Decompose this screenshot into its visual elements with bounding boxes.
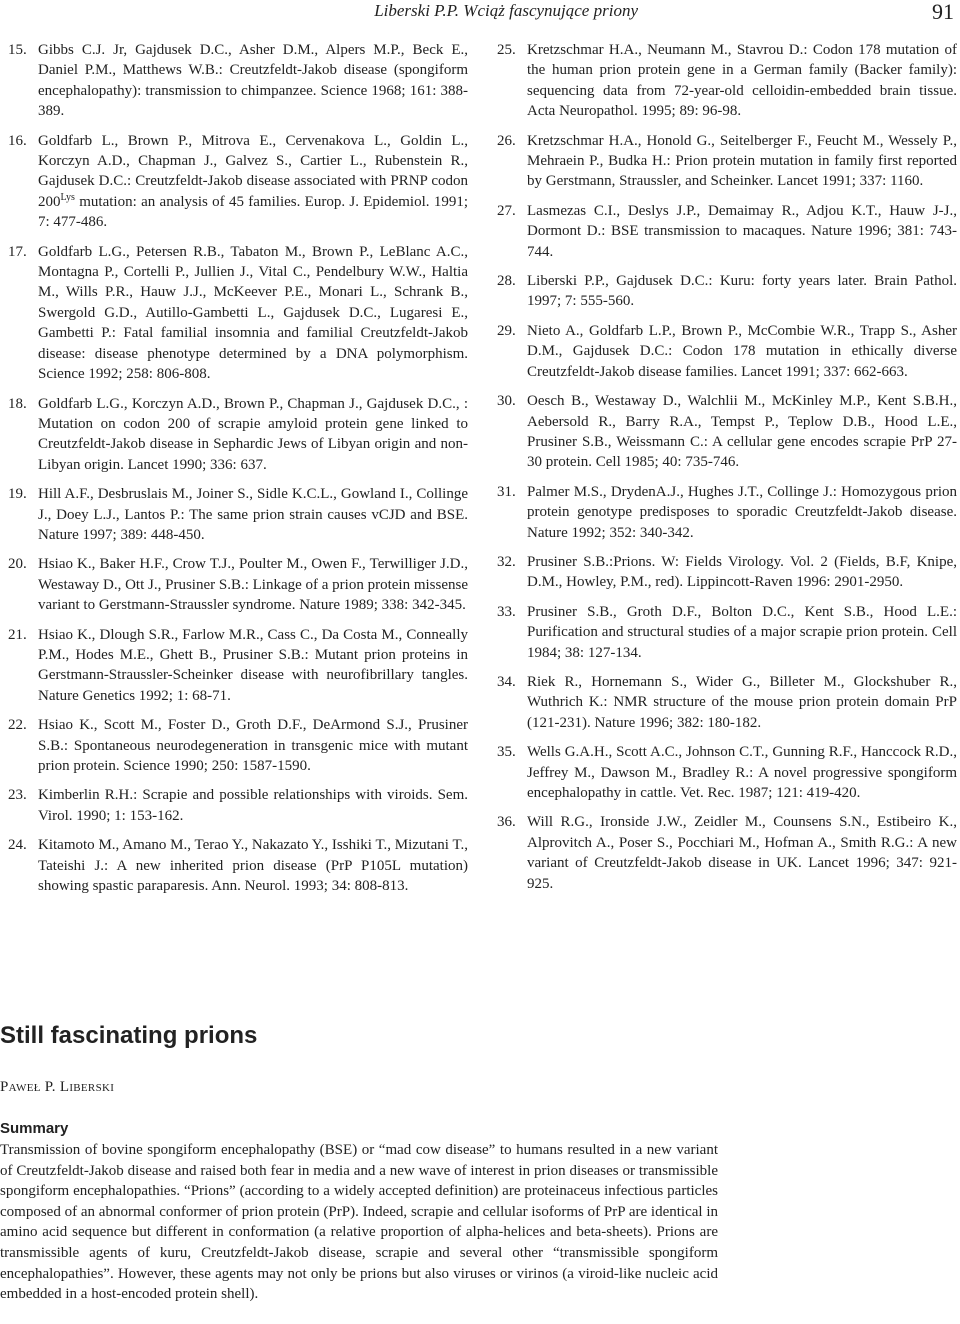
reference-number: 28. <box>497 273 516 290</box>
english-abstract-section <box>0 1022 960 1320</box>
reference-text: Gibbs C.J. Jr, Gajdusek D.C., Asher D.M., Alpers M.P., Beck E., Daniel P.M., Matthews W.B.: Creutzfeldt-Jakob disease (spongiform encephalopathy): transmission to chimpanzee. Science 1968; 161: 388-389. <box>38 42 468 120</box>
article-author: Paweł P. Liberski <box>0 1079 115 1095</box>
reference-number: 15. <box>8 42 27 58</box>
reference-item <box>497 321 957 382</box>
reference-number: 34. <box>497 673 516 690</box>
reference-item <box>497 552 957 593</box>
reference-text: Kitamoto M., Amano M., Terao Y., Nakazato Y., Isshiki T., Mizutani T., Tateishi J.: A new inherited prion disease (PrP P105L mutation) showing spastic paraparesis. Ann. Neurol. 1993; 34: 808-813. <box>38 837 468 895</box>
reference-number: 31. <box>497 483 516 500</box>
reference-text: Oesch B., Westaway D., Walchlii M., McKinley M.P., Kent S.B.H., Aebersold R., Barry R.A., Tempst P., Teplow D.B., Hood L.E., Prusiner S.B., Weissmann C.: A cellular gene encodes scrapie PrP 27-30 protein. Cell 1985; 40: 735-746. <box>527 393 957 471</box>
reference-text-continued: mutation: an analysis of 45 families. Europ. J. Epidemiol. 1991; 7: 477-486. <box>38 193 468 231</box>
reference-item <box>497 131 957 192</box>
reference-item <box>8 625 468 707</box>
reference-number: 18. <box>8 395 27 412</box>
reference-number: 29. <box>497 322 516 339</box>
reference-number: 21. <box>8 626 27 643</box>
reference-item <box>8 715 468 776</box>
reference-text: Kretzschmar H.A., Neumann M., Stavrou D.: Codon 178 mutation of the human prion protein gene in a German family (Backer family): sequencing data from 72-year-old celloidin-embedded brain tissue. Acta Neuropathol. 1995; 89: 96-98. <box>527 42 957 120</box>
reference-text: Prusiner S.B.:Prions. W: Fields Virology. Vol. 2 (Fields, B.F, Knipe, D.M., Howley, P.M., red). Lippincott-Raven 1996: 2901-2950. <box>527 553 957 591</box>
reference-text: Liberski P.P., Gajdusek D.C.: Kuru: forty years later. Brain Pathol. 1997; 7: 555-560. <box>527 273 957 310</box>
reference-text: Hsiao K., Dlough S.R., Farlow M.R., Cass C., Da Costa M., Conneally P.M., Hodes M.E., Ghett B., Prusiner S.B.: Mutant prion proteins in Gerstmann-Straussler-Scheinker disease with neurofibrillary tangles. Nature Genetics 1992; 1: 68-71. <box>38 626 468 704</box>
reference-number: 22. <box>8 717 27 734</box>
reference-number: 26. <box>497 132 516 149</box>
reference-text: Goldfarb L., Brown P., Mitrova E., Cervenakova L., Goldin L., Korczyn A.D., Chapman J., Galvez S., Cartier L., Rubenstein R., Gajdusek D.C.: Creutzfeldt-Jakob disease associated with PRNP codon 200 <box>38 132 468 210</box>
reference-item <box>497 40 957 122</box>
reference-text: Hsiao K., Scott M., Foster D., Groth D.F., DeArmond S.J., Prusiner S.B.: Spontaneous neurodegeneration in transgenic mice with mutant prion protein. Science 1990; 250: 1587-1590. <box>38 717 468 774</box>
reference-item <box>8 484 468 545</box>
reference-item <box>8 554 468 615</box>
reference-item <box>497 391 957 473</box>
reference-number: 24. <box>8 837 27 854</box>
reference-text: Goldfarb L.G., Petersen R.B., Tabaton M., Brown P., LeBlanc A.C., Montagna P., Cortelli P., Jullien J., Vital C., Pendelbury W.W., Haltia M., Wills P.R., Hauw J.J., McKeever P.E., Monari L., Schrank B., Swergold G.D., Autillo-Gambetti L., Gajdusek D.C., Lugaresi E., Gambetti P.: Fatal familial insomnia and familial Creutzfeldt-Jakob disease: disease phenotype determined by a DNA polymorphism. Science 1992; 258: 806-808. <box>38 243 468 383</box>
reference-text: Nieto A., Goldfarb L.P., Brown P., McCombie W.R., Trapp S., Asher D.M., Gajdusek D.C.: Codon 178 mutation in ethically diverse Creutzfeldt-Jakob disease families. Lancet 1991; 337: 662-663. <box>527 322 957 380</box>
reference-text: Prusiner S.B., Groth D.F., Bolton D.C., Kent S.B., Hood L.E.: Purification and structural studies of a major scrapie prion protein. Cell 1984; 38: 127-134. <box>527 603 957 661</box>
reference-number: 25. <box>497 42 516 58</box>
reference-item <box>8 785 468 826</box>
reference-text: Kretzschmar H.A., Honold G., Seitelberger F., Feucht M., Wessely P., Mehraein P., Budka H.: Prion protein mutation in family first reported by Gerstmann, Straussler, and Scheinker. Lancet 1991; 337: 1160. <box>527 132 957 190</box>
reference-item <box>497 271 957 312</box>
running-header <box>0 0 960 26</box>
reference-item <box>8 835 468 896</box>
reference-item <box>497 201 957 262</box>
reference-number: 23. <box>8 787 27 804</box>
reference-number: 20. <box>8 556 27 573</box>
reference-text: Hill A.F., Desbruslais M., Joiner S., Sidle K.C.L., Gowland I., Collinge J., Doey L.J., Lantos P.: The same prion strain causes vCJD and BSE. Nature 1997; 389: 448-450. <box>38 486 468 543</box>
reference-text: Wells G.A.H., Scott A.C., Johnson C.T., Gunning R.F., Hanccock R.D., Jeffrey M., Dawson M., Bradley R.: A novel progressive spongiform encephalopathy in cattle. Vet. Rec. 1987; 121: 419-420. <box>527 744 957 801</box>
reference-text: Lasmezas C.I., Deslys J.P., Demaimay R., Adjou K.T., Hauw J-J., Dormont D.: BSE transmission to macaques. Nature 1996; 381: 743-744. <box>527 202 957 260</box>
reference-item <box>497 742 957 803</box>
summary-heading: Summary <box>0 1120 69 1137</box>
reference-number: 16. <box>8 132 27 149</box>
reference-number: 19. <box>8 486 27 503</box>
references-right-column <box>497 40 957 903</box>
reference-item <box>8 394 468 476</box>
reference-text: Palmer M.S., DrydenA.J., Hughes J.T., Collinge J.: Homozygous prion protein genotype predisposes to sporadic Creutzfeldt-Jakob disease. Nature 1992; 352: 340-342. <box>527 483 957 541</box>
reference-text: Goldfarb L.G., Korczyn A.D., Brown P., Chapman J., Gajdusek D.C., : Mutation on codon 200 of scrapie amyloid protein gene linked to Creutzfeldt-Jakob disease in Sephardic Jews of Libyan origin and non-Libyan origin. Lancet 1990; 336: 637. <box>38 395 468 473</box>
reference-text: Riek R., Hornemann S., Wider G., Billeter M., Glockshuber R., Wuthrich K.: NMR structure of the mouse prion protein domain PrP (121-231). Nature 1996; 382: 180-182. <box>527 673 957 731</box>
reference-text: Hsiao K., Baker H.F., Crow T.J., Poulter M., Owen F., Terwilliger J.D., Westaway D., Ott J., Prusiner S.B.: Linkage of a prion protein missense variant to Gerstmann-Straussler syndrome. Nature 1989; 338: 342-345. <box>38 556 468 614</box>
article-title: Still fascinating prions <box>0 1022 258 1049</box>
reference-item <box>497 602 957 663</box>
reference-text: Kimberlin R.H.: Scrapie and possible relationships with viroids. Sem. Virol. 1990; 1: 153-162. <box>38 787 468 824</box>
reference-number: 27. <box>497 202 516 219</box>
reference-item <box>497 482 957 543</box>
page-number: 91 <box>932 0 954 24</box>
reference-number: 32. <box>497 553 516 570</box>
reference-number: 17. <box>8 243 27 260</box>
reference-item <box>8 40 468 122</box>
reference-number: 35. <box>497 744 516 761</box>
summary-text: Transmission of bovine spongiform encephalopathy (BSE) or “mad cow disease” to humans resulted in a new variant of Creutzfeldt-Jakob disease and raised both fear in media and a new wave of interest in prion diseases or transmissible spongiform encephalopathies. “Prions” (according to a widely accepted definition) are proteinaceus infectious particles composed of an abnormal conformer of prion protein (PrP). Indeed, scrapie and cellular isoforms of PrP are identical in amino acid sequence but different in conformation (a relative proportion of alpha-helices and beta-sheets). Prions are transmissible agents of kuru, Creutzfeldt-Jakob disease, scrapie and several other “transmissible spongiform encephalopathies”. However, these agents may not only be prions but also viruses or virinos (a viroid-like nucleic acid embedded in a host-encoded protein shell). <box>0 1142 718 1303</box>
reference-superscript: Lys <box>60 191 75 203</box>
reference-item <box>8 131 468 233</box>
reference-number: 33. <box>497 603 516 620</box>
reference-text: Will R.G., Ironside J.W., Zeidler M., Counsens S.N., Estibeiro K., Alprovitch A., Poser S., Pocchiari M., Hofman A., Smith R.G.: A new variant of Creutzfeldt-Jakob disease in UK. Lancet 1996; 347: 921-925. <box>527 814 957 892</box>
reference-item <box>8 242 468 385</box>
reference-item <box>497 812 957 894</box>
running-title: Liberski P.P. Wciąż fascynujące priony <box>374 1 638 20</box>
reference-item <box>497 672 957 733</box>
reference-number: 30. <box>497 393 516 410</box>
reference-number: 36. <box>497 814 516 831</box>
references-left-column <box>8 40 468 905</box>
